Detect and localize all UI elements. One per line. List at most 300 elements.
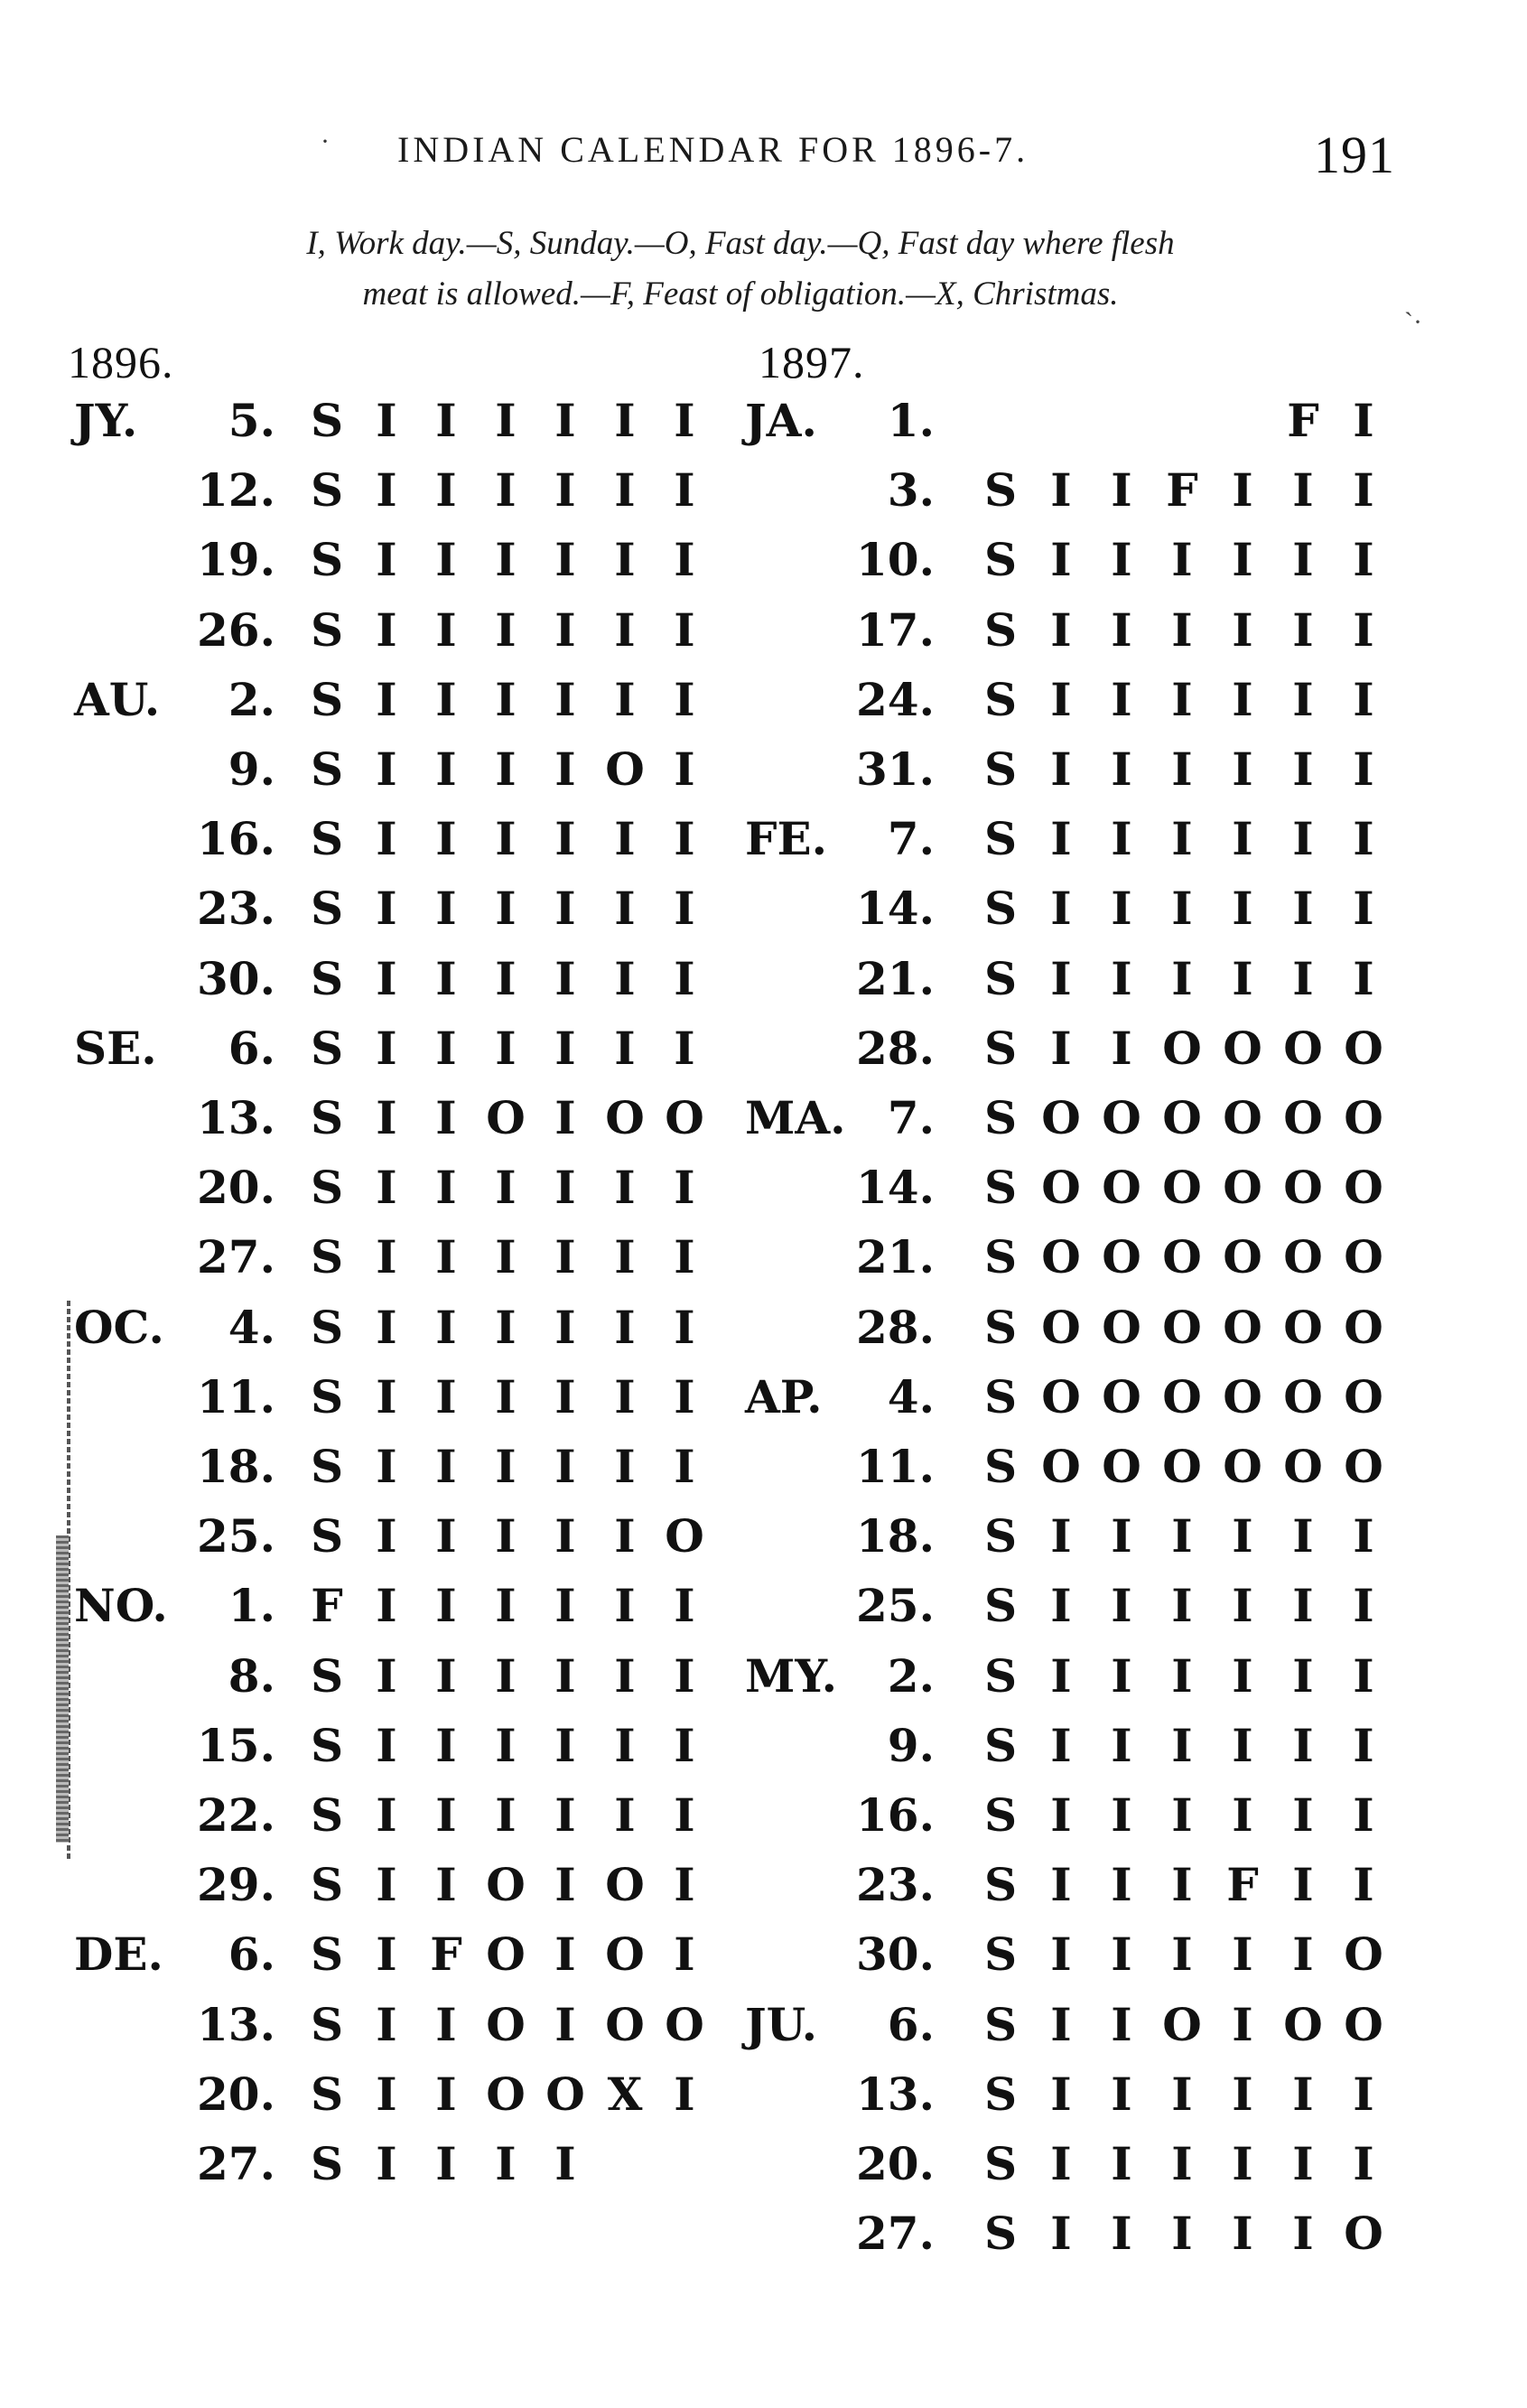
day-mark: O bbox=[1223, 1021, 1262, 1075]
day-mark: S bbox=[983, 882, 1018, 936]
day-mark: I bbox=[554, 1230, 576, 1284]
day-mark: I bbox=[435, 1788, 457, 1842]
day-mark: O bbox=[1102, 1161, 1141, 1215]
week-date: 14. bbox=[856, 1161, 935, 1215]
day-mark: S bbox=[983, 1021, 1018, 1075]
day-mark: I bbox=[495, 1648, 517, 1703]
day-mark: F bbox=[1287, 394, 1319, 447]
day-mark: S bbox=[983, 951, 1018, 1005]
day-mark: I bbox=[376, 812, 397, 866]
day-mark: I bbox=[376, 672, 397, 726]
day-mark: I bbox=[1292, 742, 1314, 796]
day-mark: I bbox=[674, 1161, 695, 1215]
week-date: 6. bbox=[887, 1997, 935, 2051]
calendar-row bbox=[0, 812, 1527, 882]
day-mark: O bbox=[1223, 1161, 1262, 1215]
day-mark: I bbox=[495, 742, 517, 796]
day-mark: I bbox=[1353, 1509, 1374, 1563]
day-mark: I bbox=[435, 1161, 457, 1215]
day-mark: S bbox=[983, 1509, 1018, 1563]
day-mark: O bbox=[1283, 1021, 1323, 1075]
day-mark: I bbox=[1050, 602, 1072, 657]
day-mark: S bbox=[983, 463, 1018, 518]
calendar-legend bbox=[181, 219, 1355, 320]
page-number: 191 bbox=[1314, 126, 1395, 184]
day-mark: O bbox=[1344, 1369, 1383, 1423]
day-mark: I bbox=[554, 1579, 576, 1633]
week-date: 21. bbox=[856, 1230, 935, 1284]
day-mark: S bbox=[310, 742, 344, 796]
calendar-row bbox=[0, 1649, 1527, 1720]
margin-specks: `· bbox=[1404, 307, 1422, 337]
day-mark: I bbox=[1292, 1788, 1314, 1842]
week-date: 20. bbox=[197, 2067, 275, 2121]
day-mark: O bbox=[1041, 1440, 1081, 1493]
calendar-row bbox=[0, 1440, 1527, 1510]
day-mark: I bbox=[674, 1788, 695, 1842]
day-mark: I bbox=[1171, 1509, 1193, 1563]
day-mark: S bbox=[310, 1997, 344, 2051]
day-mark: I bbox=[495, 1161, 517, 1215]
day-mark: I bbox=[674, 1369, 695, 1423]
week-date: 4. bbox=[887, 1369, 935, 1423]
week-date: 25. bbox=[856, 1579, 935, 1633]
day-mark: I bbox=[554, 1648, 576, 1703]
day-mark: S bbox=[983, 2207, 1018, 2261]
day-mark: I bbox=[1353, 2137, 1374, 2190]
day-mark: I bbox=[1353, 394, 1374, 447]
day-mark: O bbox=[1283, 1440, 1323, 1493]
day-mark: I bbox=[376, 394, 397, 447]
day-mark: I bbox=[1050, 463, 1072, 518]
month-abbrev: AU. bbox=[74, 672, 161, 726]
day-mark: I bbox=[435, 1440, 457, 1493]
day-mark: I bbox=[1292, 882, 1314, 936]
day-mark: O bbox=[486, 1091, 526, 1144]
day-mark: I bbox=[554, 1021, 576, 1075]
day-mark: O bbox=[545, 2067, 585, 2121]
day-mark: O bbox=[1283, 1230, 1323, 1284]
day-mark: S bbox=[310, 533, 344, 587]
day-mark: I bbox=[435, 1021, 457, 1075]
day-mark: I bbox=[1171, 812, 1193, 866]
day-mark: I bbox=[1171, 672, 1193, 726]
day-mark: I bbox=[1232, 602, 1253, 657]
day-mark: I bbox=[554, 951, 576, 1005]
day-mark: I bbox=[614, 463, 636, 518]
day-mark: I bbox=[554, 1718, 576, 1772]
day-mark: O bbox=[665, 1509, 704, 1563]
day-mark: I bbox=[1050, 1718, 1072, 1772]
day-mark: S bbox=[983, 1579, 1018, 1633]
day-mark: I bbox=[1171, 742, 1193, 796]
day-mark: S bbox=[983, 1858, 1018, 1912]
day-mark: I bbox=[435, 1369, 457, 1423]
day-mark: O bbox=[1344, 1997, 1383, 2051]
page-header-title: INDIAN CALENDAR FOR 1896-7. bbox=[397, 129, 1029, 170]
day-mark: O bbox=[486, 1997, 526, 2051]
calendar-row bbox=[0, 882, 1527, 952]
day-mark: I bbox=[1111, 602, 1132, 657]
day-mark: S bbox=[983, 533, 1018, 587]
day-mark: I bbox=[1232, 2067, 1253, 2121]
day-mark: I bbox=[435, 882, 457, 936]
day-mark: S bbox=[310, 602, 344, 657]
legend-line-2: meat is allowed.—F, Feast of obligation.—X, Christmas. bbox=[362, 275, 1119, 313]
day-mark: I bbox=[1292, 1648, 1314, 1703]
week-date: 20. bbox=[197, 1161, 275, 1215]
day-mark: I bbox=[1050, 1927, 1072, 1982]
day-mark: I bbox=[376, 951, 397, 1005]
day-mark: S bbox=[983, 2067, 1018, 2121]
day-mark: I bbox=[1232, 951, 1253, 1005]
day-mark: I bbox=[376, 2137, 397, 2190]
day-mark: I bbox=[495, 463, 517, 518]
day-mark: O bbox=[1283, 1997, 1323, 2051]
week-date: 3. bbox=[887, 463, 935, 518]
day-mark: I bbox=[1171, 1858, 1193, 1912]
day-mark: I bbox=[554, 463, 576, 518]
day-mark: I bbox=[435, 1579, 457, 1633]
day-mark: I bbox=[1292, 2207, 1314, 2261]
day-mark: I bbox=[554, 1300, 576, 1354]
day-mark: I bbox=[1232, 1927, 1253, 1982]
day-mark: O bbox=[1344, 2207, 1383, 2261]
week-date: 13. bbox=[856, 2067, 935, 2121]
day-mark: I bbox=[495, 394, 517, 447]
week-date: 19. bbox=[197, 533, 275, 587]
month-abbrev: JA. bbox=[745, 394, 817, 447]
day-mark: I bbox=[376, 1440, 397, 1493]
day-mark: I bbox=[1050, 672, 1072, 726]
day-mark: I bbox=[1171, 1718, 1193, 1772]
day-mark: I bbox=[554, 602, 576, 657]
day-mark: I bbox=[1050, 2137, 1072, 2190]
calendar-row bbox=[0, 1927, 1527, 1998]
day-mark: S bbox=[310, 394, 344, 447]
day-mark: I bbox=[1111, 812, 1132, 866]
day-mark: I bbox=[614, 1161, 636, 1215]
day-mark: I bbox=[1353, 533, 1374, 587]
calendar-row bbox=[0, 603, 1527, 674]
day-mark: I bbox=[1232, 812, 1253, 866]
day-mark: I bbox=[554, 1161, 576, 1215]
week-date: 20. bbox=[856, 2137, 935, 2190]
week-date: 1. bbox=[228, 1579, 275, 1633]
day-mark: I bbox=[1111, 1579, 1132, 1633]
day-mark: I bbox=[376, 1858, 397, 1912]
day-mark: I bbox=[1171, 1579, 1193, 1633]
day-mark: I bbox=[674, 2067, 695, 2121]
day-mark: I bbox=[1232, 1648, 1253, 1703]
month-abbrev: DE. bbox=[74, 1927, 163, 1982]
day-mark: I bbox=[554, 1927, 576, 1982]
day-mark: I bbox=[376, 1788, 397, 1842]
calendar-row bbox=[0, 1022, 1527, 1092]
day-mark: I bbox=[674, 1579, 695, 1633]
day-mark: I bbox=[554, 1440, 576, 1493]
day-mark: I bbox=[435, 1509, 457, 1563]
week-date: 31. bbox=[856, 742, 935, 796]
day-mark: I bbox=[674, 1300, 695, 1354]
day-mark: I bbox=[1353, 1858, 1374, 1912]
day-mark: I bbox=[1232, 1997, 1253, 2051]
day-mark: I bbox=[1171, 2137, 1193, 2190]
day-mark: I bbox=[554, 1369, 576, 1423]
calendar-row bbox=[0, 673, 1527, 743]
day-mark: I bbox=[1111, 2067, 1132, 2121]
day-mark: O bbox=[1162, 1300, 1202, 1354]
day-mark: S bbox=[310, 882, 344, 936]
day-mark: I bbox=[1171, 602, 1193, 657]
day-mark: I bbox=[1292, 1927, 1314, 1982]
week-date: 11. bbox=[856, 1440, 935, 1493]
day-mark: S bbox=[310, 2137, 344, 2190]
day-mark: O bbox=[1344, 1300, 1383, 1354]
day-mark: I bbox=[1353, 672, 1374, 726]
day-mark: S bbox=[983, 1927, 1018, 1982]
day-mark: I bbox=[495, 2137, 517, 2190]
day-mark: I bbox=[1171, 2207, 1193, 2261]
day-mark: S bbox=[983, 1161, 1018, 1215]
day-mark: I bbox=[495, 1369, 517, 1423]
day-mark: I bbox=[1111, 1788, 1132, 1842]
day-mark: I bbox=[495, 1230, 517, 1284]
day-mark: I bbox=[614, 1648, 636, 1703]
day-mark: O bbox=[1102, 1230, 1141, 1284]
day-mark: I bbox=[376, 1300, 397, 1354]
week-date: 1. bbox=[887, 394, 935, 447]
day-mark: S bbox=[310, 1369, 344, 1423]
day-mark: O bbox=[1162, 1021, 1202, 1075]
day-mark: O bbox=[1162, 1997, 1202, 2051]
day-mark: I bbox=[1111, 742, 1132, 796]
week-date: 27. bbox=[197, 2137, 275, 2190]
month-abbrev: MA. bbox=[745, 1091, 846, 1144]
day-mark: O bbox=[1344, 1161, 1383, 1215]
calendar-row bbox=[0, 1998, 1527, 2068]
week-date: 9. bbox=[228, 742, 275, 796]
day-mark: O bbox=[1283, 1300, 1323, 1354]
day-mark: S bbox=[310, 1858, 344, 1912]
day-mark: I bbox=[1353, 602, 1374, 657]
day-mark: I bbox=[614, 1021, 636, 1075]
day-mark: I bbox=[495, 1300, 517, 1354]
day-mark: I bbox=[554, 394, 576, 447]
day-mark: I bbox=[1353, 742, 1374, 796]
day-mark: I bbox=[614, 394, 636, 447]
week-date: 14. bbox=[856, 882, 935, 936]
day-mark: O bbox=[1041, 1369, 1081, 1423]
day-mark: O bbox=[665, 1091, 704, 1144]
day-mark: O bbox=[1041, 1230, 1081, 1284]
day-mark: I bbox=[1111, 1648, 1132, 1703]
week-date: 23. bbox=[856, 1858, 935, 1912]
day-mark: S bbox=[310, 1021, 344, 1075]
day-mark: O bbox=[605, 1858, 645, 1912]
day-mark: I bbox=[1292, 2137, 1314, 2190]
day-mark: I bbox=[376, 2067, 397, 2121]
day-mark: I bbox=[554, 742, 576, 796]
day-mark: I bbox=[674, 812, 695, 866]
calendar-row bbox=[0, 1509, 1527, 1580]
calendar-row bbox=[0, 463, 1527, 534]
day-mark: I bbox=[1050, 1021, 1072, 1075]
day-mark: I bbox=[554, 1997, 576, 2051]
day-mark: I bbox=[1111, 1718, 1132, 1772]
week-date: 12. bbox=[197, 463, 275, 518]
month-abbrev: OC. bbox=[74, 1300, 164, 1354]
day-mark: I bbox=[435, 1718, 457, 1772]
day-mark: O bbox=[1344, 1927, 1383, 1982]
calendar-row bbox=[0, 1719, 1527, 1789]
day-mark: I bbox=[376, 742, 397, 796]
day-mark: I bbox=[435, 1091, 457, 1144]
day-mark: O bbox=[605, 1997, 645, 2051]
week-date: 5. bbox=[228, 394, 275, 447]
day-mark: O bbox=[1162, 1230, 1202, 1284]
week-date: 4. bbox=[228, 1300, 275, 1354]
day-mark: I bbox=[1111, 533, 1132, 587]
month-abbrev: MY. bbox=[745, 1648, 838, 1703]
day-mark: I bbox=[376, 1579, 397, 1633]
calendar-row bbox=[0, 2207, 1527, 2277]
day-mark: S bbox=[983, 1091, 1018, 1144]
day-mark: I bbox=[1050, 533, 1072, 587]
day-mark: I bbox=[495, 951, 517, 1005]
calendar-row bbox=[0, 1788, 1527, 1859]
week-date: 2. bbox=[887, 1648, 935, 1703]
day-mark: S bbox=[310, 1300, 344, 1354]
day-mark: S bbox=[983, 602, 1018, 657]
week-date: 2. bbox=[228, 672, 275, 726]
day-mark: I bbox=[495, 1788, 517, 1842]
week-date: 28. bbox=[856, 1021, 935, 1075]
week-date: 8. bbox=[228, 1648, 275, 1703]
day-mark: O bbox=[1344, 1021, 1383, 1075]
day-mark: O bbox=[1162, 1161, 1202, 1215]
day-mark: S bbox=[983, 1440, 1018, 1493]
day-mark: I bbox=[435, 463, 457, 518]
day-mark: I bbox=[674, 1440, 695, 1493]
day-mark: O bbox=[1283, 1091, 1323, 1144]
day-mark: I bbox=[376, 882, 397, 936]
calendar-row bbox=[0, 952, 1527, 1022]
day-mark: O bbox=[1223, 1091, 1262, 1144]
day-mark: I bbox=[495, 1579, 517, 1633]
day-mark: O bbox=[1162, 1091, 1202, 1144]
day-mark: I bbox=[614, 1230, 636, 1284]
day-mark: F bbox=[1226, 1858, 1259, 1912]
day-mark: I bbox=[1232, 882, 1253, 936]
day-mark: I bbox=[1050, 1788, 1072, 1842]
day-mark: S bbox=[310, 1161, 344, 1215]
day-mark: I bbox=[1111, 672, 1132, 726]
day-mark: I bbox=[435, 951, 457, 1005]
week-date: 21. bbox=[856, 951, 935, 1005]
day-mark: O bbox=[1102, 1369, 1141, 1423]
day-mark: I bbox=[435, 1648, 457, 1703]
day-mark: I bbox=[674, 1021, 695, 1075]
day-mark: I bbox=[1111, 1509, 1132, 1563]
day-mark: I bbox=[376, 1369, 397, 1423]
day-mark: S bbox=[983, 1369, 1018, 1423]
day-mark: I bbox=[1111, 882, 1132, 936]
day-mark: S bbox=[983, 2137, 1018, 2190]
day-mark: I bbox=[495, 672, 517, 726]
day-mark: I bbox=[1111, 2137, 1132, 2190]
day-mark: I bbox=[435, 394, 457, 447]
calendar-row bbox=[0, 1301, 1527, 1371]
day-mark: I bbox=[376, 1509, 397, 1563]
calendar-row bbox=[0, 742, 1527, 813]
day-mark: I bbox=[376, 463, 397, 518]
week-date: 13. bbox=[197, 1091, 275, 1144]
day-mark: I bbox=[1353, 1579, 1374, 1633]
day-mark: O bbox=[1283, 1369, 1323, 1423]
calendar-row bbox=[0, 1858, 1527, 1928]
day-mark: I bbox=[614, 602, 636, 657]
day-mark: I bbox=[674, 1230, 695, 1284]
day-mark: I bbox=[1232, 2137, 1253, 2190]
calendar-row bbox=[0, 1579, 1527, 1649]
day-mark: O bbox=[1041, 1161, 1081, 1215]
day-mark: O bbox=[486, 1858, 526, 1912]
day-mark: I bbox=[554, 1509, 576, 1563]
month-abbrev: NO. bbox=[74, 1579, 168, 1633]
day-mark: I bbox=[435, 1858, 457, 1912]
day-mark: I bbox=[1353, 882, 1374, 936]
day-mark: I bbox=[1353, 1788, 1374, 1842]
day-mark: I bbox=[1171, 1788, 1193, 1842]
month-abbrev: JY. bbox=[74, 394, 138, 447]
day-mark: I bbox=[1292, 1858, 1314, 1912]
day-mark: O bbox=[1102, 1091, 1141, 1144]
calendar-row bbox=[0, 1370, 1527, 1441]
day-mark: I bbox=[614, 951, 636, 1005]
week-date: 29. bbox=[197, 1858, 275, 1912]
day-mark: I bbox=[1353, 2067, 1374, 2121]
day-mark: F bbox=[430, 1927, 462, 1982]
day-mark: S bbox=[310, 1091, 344, 1144]
header-dot: · bbox=[321, 126, 330, 156]
day-mark: I bbox=[1232, 1579, 1253, 1633]
day-mark: I bbox=[376, 1997, 397, 2051]
day-mark: O bbox=[1223, 1440, 1262, 1493]
day-mark: S bbox=[310, 812, 344, 866]
day-mark: I bbox=[554, 812, 576, 866]
day-mark: I bbox=[1050, 951, 1072, 1005]
week-date: 18. bbox=[197, 1440, 275, 1493]
day-mark: I bbox=[674, 672, 695, 726]
week-date: 25. bbox=[197, 1509, 275, 1563]
day-mark: S bbox=[310, 463, 344, 518]
day-mark: S bbox=[983, 1788, 1018, 1842]
day-mark: I bbox=[1232, 1509, 1253, 1563]
day-mark: I bbox=[435, 2137, 457, 2190]
week-date: 24. bbox=[856, 672, 935, 726]
day-mark: I bbox=[554, 1858, 576, 1912]
day-mark: I bbox=[1171, 533, 1193, 587]
day-mark: I bbox=[1232, 463, 1253, 518]
day-mark: I bbox=[1353, 1648, 1374, 1703]
day-mark: O bbox=[605, 1091, 645, 1144]
week-date: 30. bbox=[856, 1927, 935, 1982]
day-mark: I bbox=[376, 1091, 397, 1144]
day-mark: I bbox=[495, 882, 517, 936]
day-mark: I bbox=[1232, 2207, 1253, 2261]
day-mark: I bbox=[1353, 463, 1374, 518]
